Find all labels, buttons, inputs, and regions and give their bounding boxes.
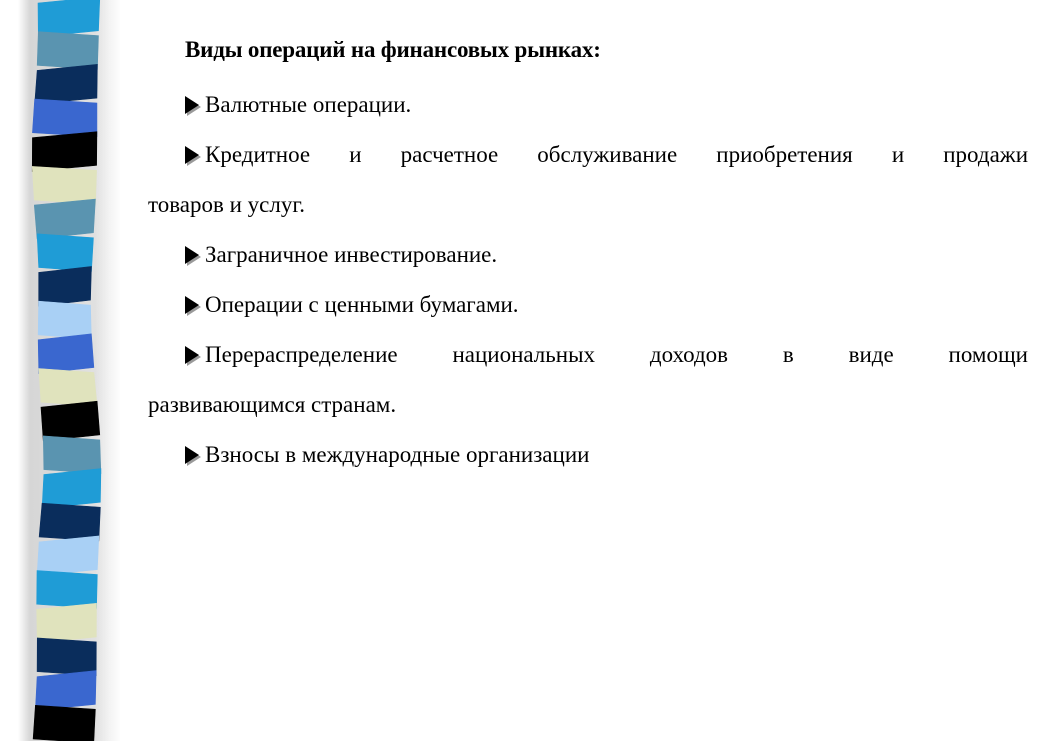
list-item: [148, 330, 1028, 430]
list-item-continuation: развивающимся странам.: [148, 392, 397, 417]
slide-content: [148, 30, 1028, 480]
stripe-segment: [33, 705, 95, 741]
list-item-text: Операции с ценными бумагами.: [205, 292, 519, 317]
list-item-text: Валютные операции.: [205, 92, 412, 117]
stripe-segment: [39, 503, 100, 541]
stripe-segment: [38, 334, 94, 374]
stripe-segment: [32, 166, 96, 204]
stripe-segment: [38, 301, 91, 339]
stripe-segment: [35, 64, 98, 104]
list-item-text: Перераспределение национальных доходов в виде помощи: [205, 342, 1028, 367]
list-item: [148, 230, 1028, 280]
list-item: [148, 430, 1028, 480]
arrowhead-right-icon: [185, 146, 199, 164]
stripe-segment: [38, 0, 100, 37]
arrowhead-right-icon: [185, 96, 199, 114]
stripe-segment: [42, 469, 101, 509]
decorative-side-stripe: [0, 0, 120, 741]
list-item-text: Кредитное и расчетное обслуживание приобретения и продажи: [205, 142, 1028, 167]
arrowhead-right-icon: [185, 246, 199, 264]
slide-title: Виды операций на финансовых рынках:: [185, 37, 601, 62]
stripe-segment: [37, 571, 98, 609]
stripe-segment: [35, 671, 96, 711]
stripe-segment: [37, 536, 99, 576]
stripe-segment: [32, 132, 97, 172]
stripe-segment: [37, 32, 98, 70]
stripe-segment: [39, 266, 92, 306]
stripe-segment: [37, 638, 96, 676]
list-item-text: Взносы в международные организации: [205, 442, 590, 467]
list-item: [148, 80, 1028, 130]
stripe-segment: [37, 234, 93, 272]
stripe-segment: [43, 436, 101, 474]
list-item-text: Заграничное инвестирование.: [205, 242, 498, 267]
arrowhead-right-icon: [185, 446, 199, 464]
arrowhead-right-icon: [185, 296, 199, 314]
stripe-segment: [32, 99, 97, 137]
stripe-segment: [34, 199, 95, 239]
stripe-segment: [41, 401, 100, 441]
list-item: [148, 130, 1028, 230]
list-item-continuation: товаров и услуг.: [148, 192, 305, 217]
arrowhead-right-icon: [185, 346, 199, 364]
list-item: [148, 280, 1028, 330]
stripe-segment: [37, 603, 97, 643]
stripe-segment: [39, 369, 97, 407]
